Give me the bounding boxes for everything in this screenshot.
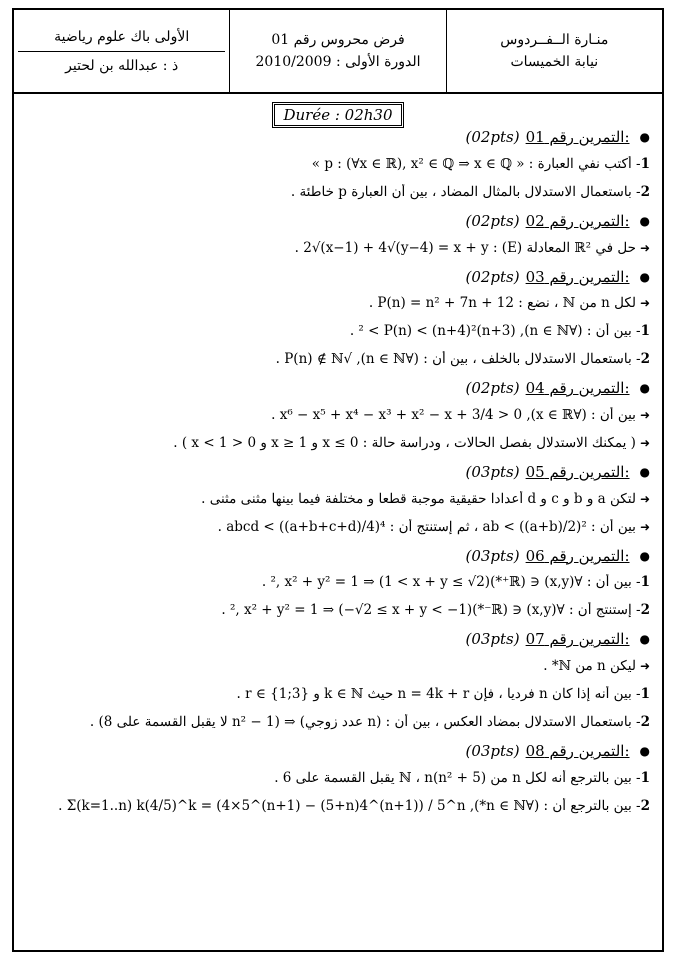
bullet-icon: ● [639,269,650,284]
bullet-icon: ● [639,548,650,563]
question-line [26,295,650,311]
question-number: 1 [640,323,650,340]
question-text: - بين أن : (∀n ∈ ℕ), (n+3)² < P(n) < (n+4)² . [349,323,641,340]
question-number: 2 [640,602,650,619]
question-line [26,240,650,256]
teacher-cell [14,10,229,92]
question-line [26,798,650,814]
exercise-points: (02pts) [465,211,520,230]
question-number: 2 [640,713,650,730]
question-number: 1 [640,769,650,786]
arrow-icon: ➜ [639,659,650,674]
test-title: فرض محروس رقم 01 [271,32,405,48]
question-line [26,184,650,200]
question-text: ليكن n من ℕ* . [543,658,636,675]
school-cell [446,10,662,92]
arrow-icon: ➜ [639,296,650,311]
exercise-title [26,268,650,286]
question-line [26,491,650,507]
bullet-icon: ● [639,213,650,228]
exercise-heading: التمرين رقم 07: [525,630,630,649]
question-text: - باستعمال الاستدلال بالخلف ، بين أن : (∀n ∈ ℕ), √P(n) ∉ ℕ . [275,351,641,368]
bullet-icon: ● [639,381,650,396]
arrow-icon: ➜ [639,408,650,422]
question-line [26,156,650,172]
exam-sheet [12,8,664,952]
arrow-icon: ➜ [639,491,650,506]
question-text: - بين أن : ∀(x,y) ∈ (ℝ⁺*)², x² + y² = 1 ⇒ (1 < x + y ≤ √2) . [261,574,641,591]
question-text: - باستعمال الاستدلال بالمثال المضاد ، بين أن العبارة p خاطئة . [290,183,641,200]
question-number: 1 [640,686,650,702]
exercise-points: (03pts) [465,546,520,565]
exercise-heading: التمرين رقم 04: [525,379,630,398]
question-text: لكل n من ℕ ، نضع : P(n) = n² + 7n + 12 . [368,295,636,312]
exercise-title [26,379,650,397]
question-line [26,602,650,618]
question-text: - بين أنه إذا كان n فرديا ، فإن n = 4k + r حيث k ∈ ℕ و r ∈ {1;3} . [236,686,641,702]
bullet-icon: ● [639,130,650,144]
exam-content [14,94,662,950]
exercise-points: (02pts) [465,379,520,398]
exercise-heading: التمرين رقم 02: [525,211,630,230]
question-number: 2 [640,183,650,200]
test-cell [229,10,445,92]
question-text: بين أن : ab < ((a+b)/2)² ، ثم إستنتج أن : abcd < ((a+b+c+d)/4)⁴ . [217,518,636,535]
question-line [26,770,650,786]
bullet-icon: ● [639,632,650,647]
question-line [26,714,650,730]
exercise-heading: التمرين رقم 06: [525,546,630,565]
exercise-heading: التمرين رقم 08: [525,741,630,760]
exercise-title [26,742,650,760]
bullet-icon: ● [639,743,650,758]
exercise-title [26,630,650,648]
exam-header [14,10,662,94]
exercise-heading: التمرين رقم 01: [525,128,630,146]
question-line [26,323,650,339]
question-line [26,658,650,674]
exercise-points: (03pts) [465,462,520,481]
exercise-title [26,128,650,146]
duration-box: Durée : 02h30 [272,102,403,128]
question-text: بين أن : (∀x ∈ ℝ), x⁶ − x⁵ + x⁴ − x³ + x² − x + 3/4 > 0 . [271,407,636,423]
question-line [26,574,650,590]
bullet-icon: ● [639,464,650,479]
class-level: الأولى باك علوم رياضية [54,28,190,45]
question-line [26,407,650,423]
question-line [26,351,650,367]
question-line [26,435,650,451]
question-text: حل في ℝ² المعادلة (E) : 2√(x−1) + 4√(y−4) = x + y . [294,239,636,256]
exercise-points: (02pts) [465,128,520,146]
question-text: - بين بالترجع أن : (∀n ∈ ℕ*), Σ(k=1..n) k(4/5)^k = (4×5^(n+1) − (5+n)4^(n+1)) / 5^n . [58,797,641,814]
exercise-points: (03pts) [465,630,520,649]
question-text: لتكن a و b و c و d أعدادا حقيقية موجبة قطعا و مختلفة فيما بينها مثنى مثنى . [201,490,636,507]
arrow-icon: ➜ [639,240,650,255]
school-district: نيابة الخميسات [510,54,599,70]
exercise-heading: التمرين رقم 05: [525,462,630,481]
question-number: 2 [640,351,650,368]
test-session: الدورة الأولى : 2010/2009 [255,54,421,70]
question-text: - بين بالترجع أنه لكل n من ℕ ، n(n² + 5) يقبل القسمة على 6 . [274,769,641,786]
question-line [26,686,650,702]
exercise-title [26,463,650,481]
question-text: - أكتب نفي العبارة : « p : (∀x ∈ ℝ), x² ∈ ℚ ⇒ x ∈ ℚ » [311,155,641,172]
question-line [26,519,650,535]
question-number: 1 [640,574,650,591]
exercise-points: (03pts) [465,741,520,760]
arrow-icon: ➜ [639,519,650,534]
question-number: 2 [640,797,650,814]
question-text: ( يمكنك الاستدلال بفصل الحالات ، ودراسة حالة : x ≤ 0 و x ≥ 1 و 0 < x < 1 ) . [173,434,636,451]
question-number: 1 [640,155,650,172]
arrow-icon: ➜ [639,435,650,450]
exercise-title [26,547,650,565]
teacher-name: ذ : عبدالله بن لحتير [18,51,225,77]
school-name: منـارة الــفــردوس [500,32,609,48]
exercise-points: (02pts) [465,267,520,286]
exercise-title [26,212,650,230]
exercise-heading: التمرين رقم 03: [525,267,630,286]
question-text: - إستنتج أن : ∀(x,y) ∈ (ℝ⁻*)², x² + y² = 1 ⇒ (−√2 ≤ x + y < −1) . [221,602,641,619]
question-text: - باستعمال الاستدلال بمضاد العكس ، بين أن : (n عدد زوجي) ⇒ (n² − 1 لا يقبل القسمة على 8) . [89,713,641,730]
